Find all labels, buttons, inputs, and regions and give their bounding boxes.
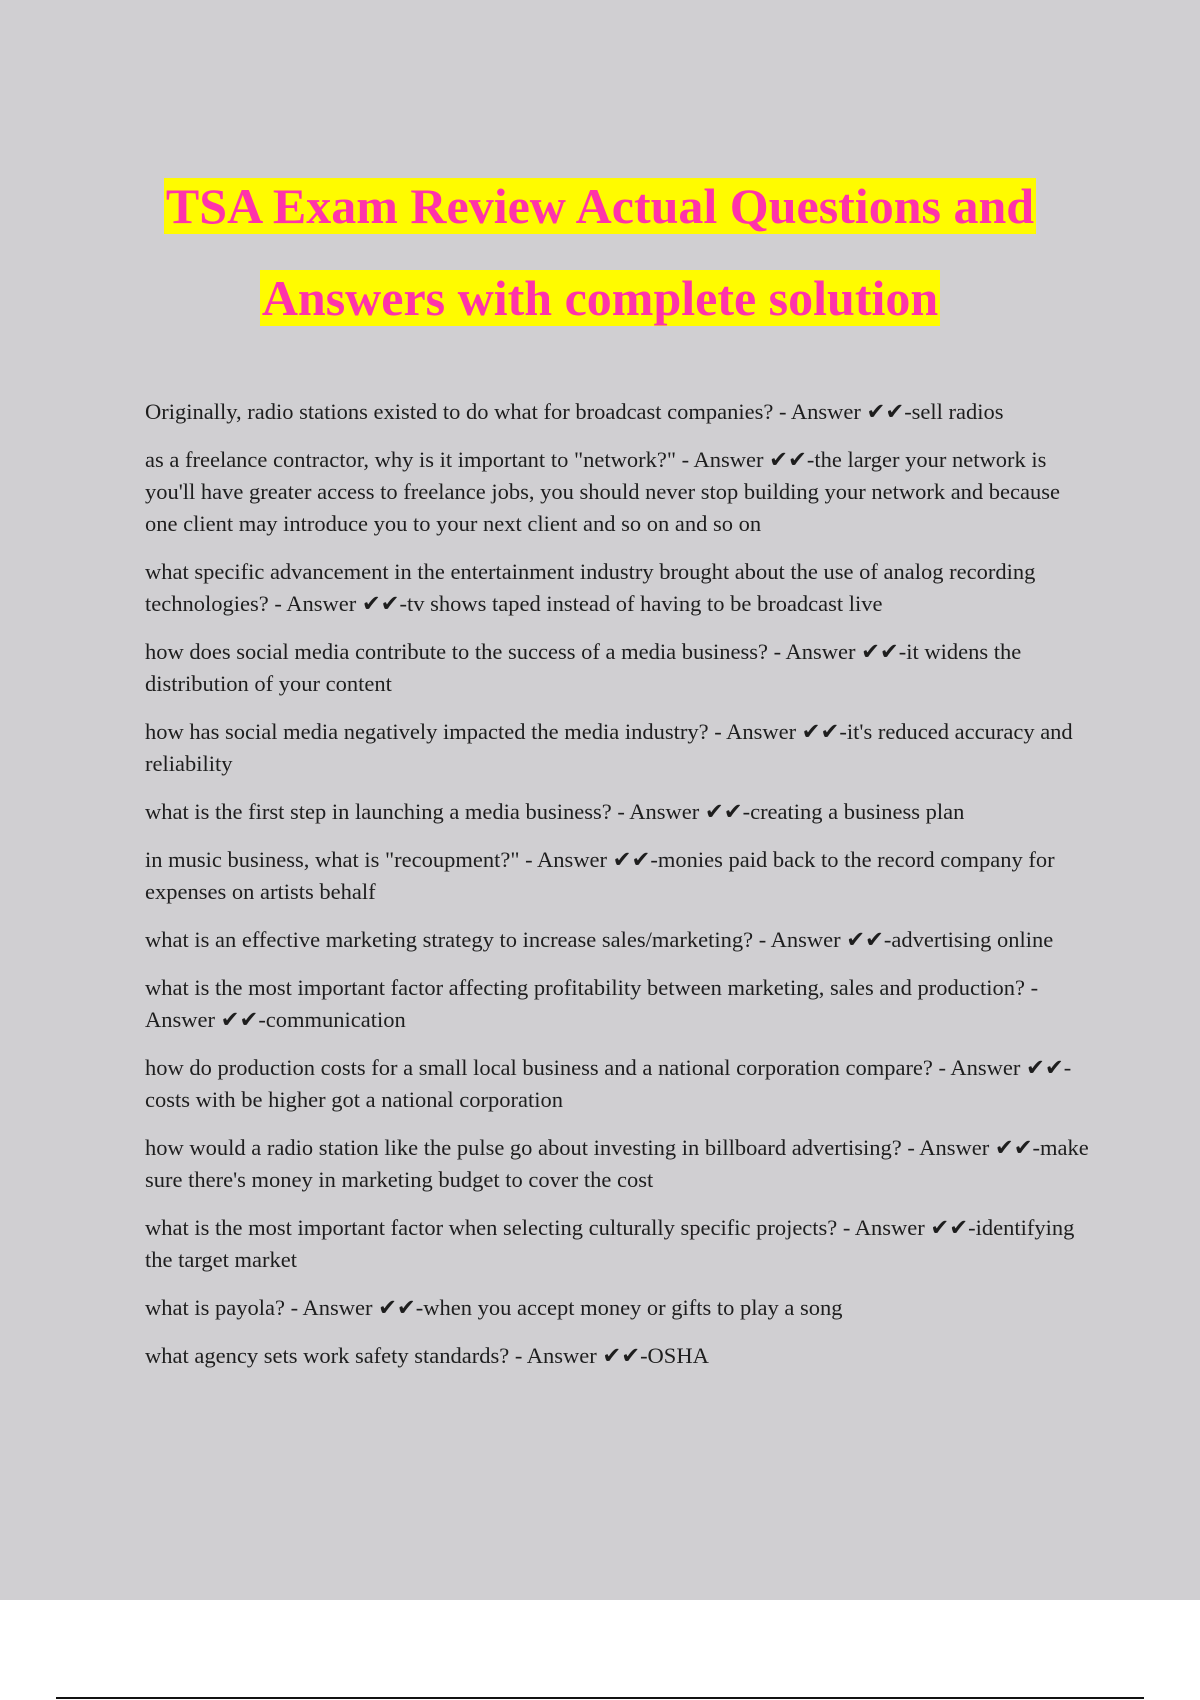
- qa-item: Originally, radio stations existed to do what for broadcast companies? - Answer ✔✔-sell radios: [145, 399, 1004, 424]
- qa-item: how would a radio station like the pulse go about investing in billboard advertising? - Answer ✔✔-make sure there's money in marketing budget to cover the cost: [145, 1135, 1089, 1192]
- qa-item: how does social media contribute to the success of a media business? - Answer ✔✔-it widens the distribution of your content: [145, 639, 1022, 696]
- qa-item: what agency sets work safety standards? - Answer ✔✔-OSHA: [145, 1343, 709, 1368]
- qa-item: what is the first step in launching a media business? - Answer ✔✔-creating a business plan: [145, 799, 965, 824]
- qa-list: [145, 396, 1095, 1388]
- qa-item: in music business, what is "recoupment?" - Answer ✔✔-monies paid back to the record company for expenses on artists behalf: [145, 847, 1055, 904]
- qa-item: what is the most important factor when selecting culturally specific projects? - Answer ✔✔-identifying the target market: [145, 1215, 1075, 1272]
- qa-item: how has social media negatively impacted the media industry? - Answer ✔✔-it's reduced accuracy and reliability: [145, 719, 1073, 776]
- qa-item: what is the most important factor affecting profitability between marketing, sales and production? - Answer ✔✔-communication: [145, 975, 1039, 1032]
- qa-item: how do production costs for a small local business and a national corporation compare? - Answer ✔✔-costs with be higher got a national corporation: [145, 1055, 1072, 1112]
- title-line-2: Answers with complete solution: [261, 270, 939, 326]
- footer-divider: [56, 1697, 1144, 1699]
- qa-item: what is payola? - Answer ✔✔-when you accept money or gifts to play a song: [145, 1295, 843, 1320]
- qa-item: what specific advancement in the entertainment industry brought about the use of analog recording technologies? - Answer ✔✔-tv shows taped instead of having to be broadcast live: [145, 559, 1036, 616]
- document-title: [0, 160, 1200, 344]
- title-line-1: TSA Exam Review Actual Questions and: [165, 178, 1035, 234]
- qa-item: as a freelance contractor, why is it important to "network?" - Answer ✔✔-the larger your network is you'll have greater access to freelance jobs, you should never stop building your network and because one client may introduce you to your next client and so on and so on: [145, 447, 1061, 536]
- qa-item: what is an effective marketing strategy to increase sales/marketing? - Answer ✔✔-advertising online: [145, 927, 1054, 952]
